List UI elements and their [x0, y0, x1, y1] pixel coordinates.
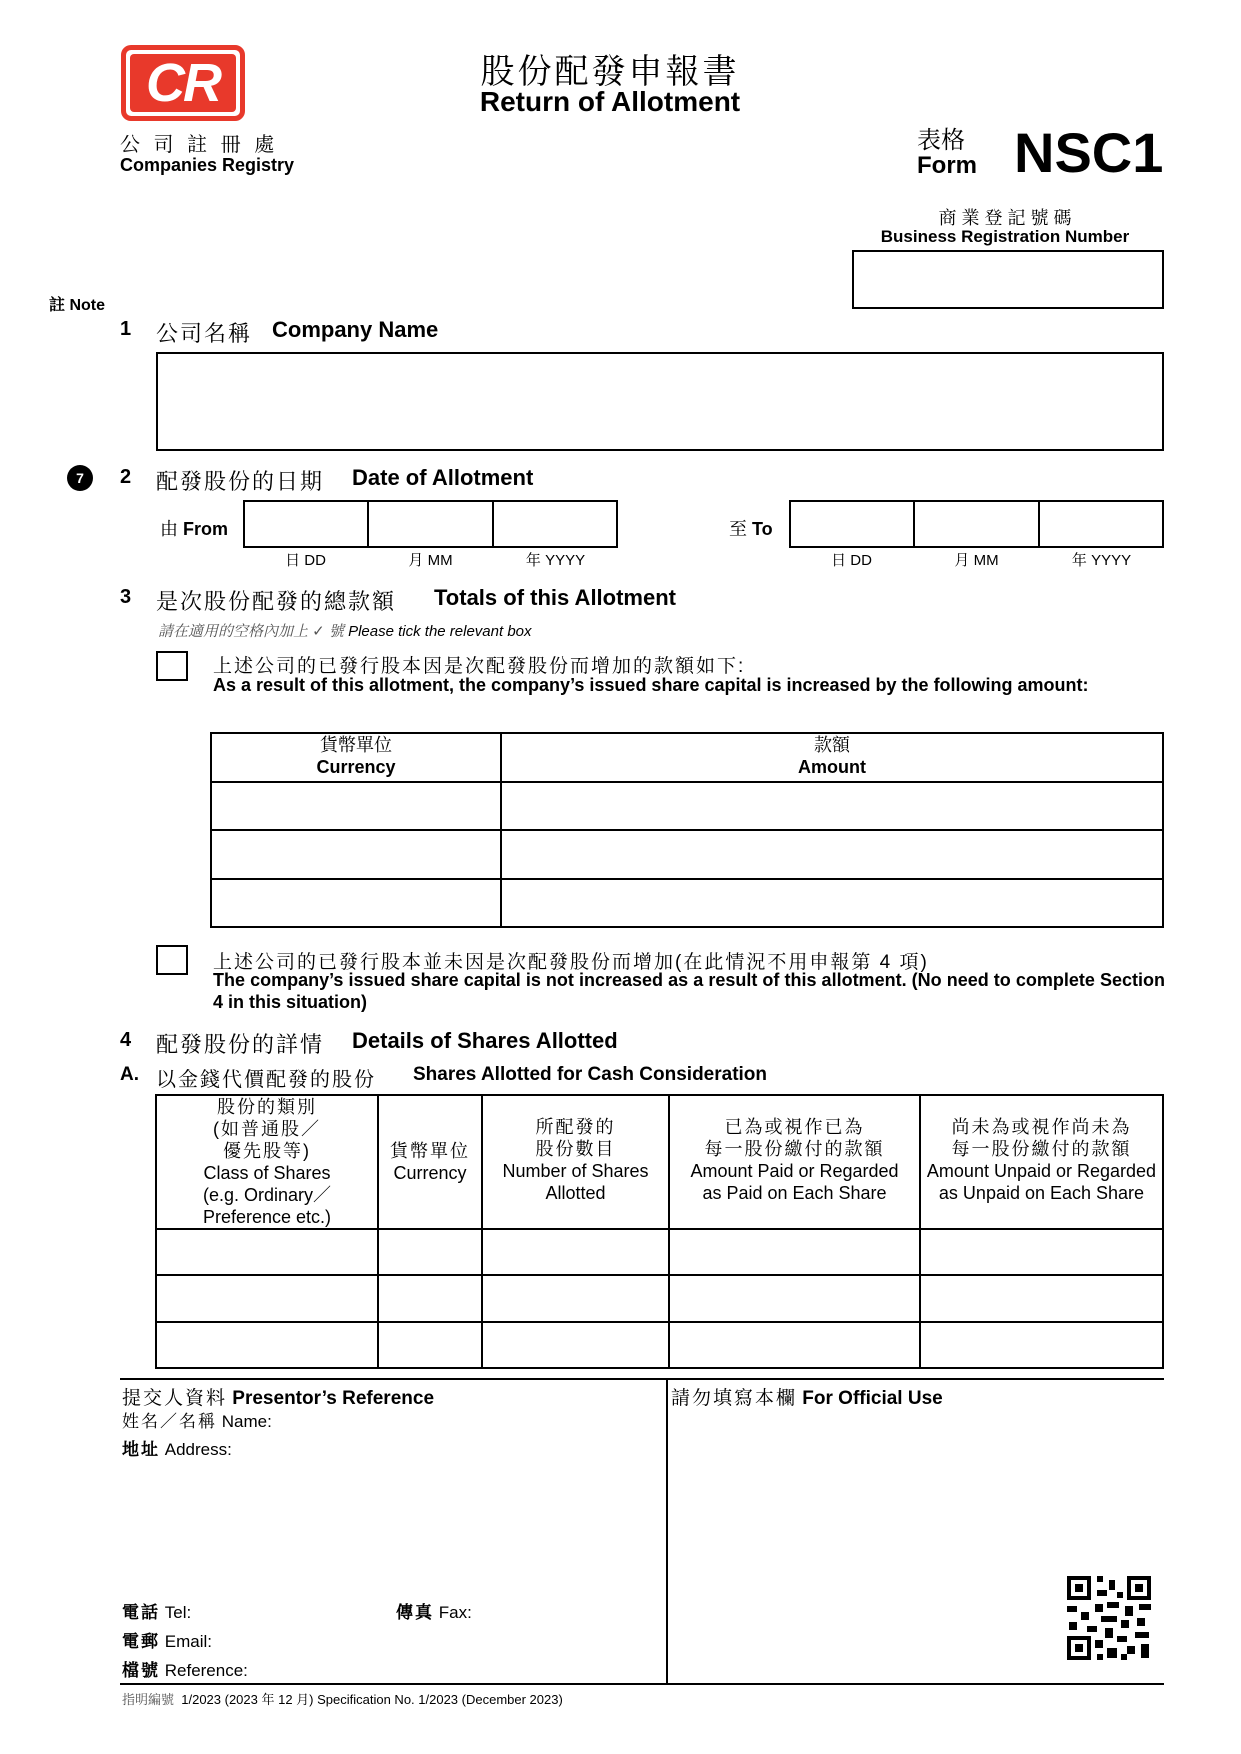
number-cell[interactable]	[482, 1229, 669, 1275]
from-label	[160, 515, 228, 541]
unpaid-header-en1: Amount Unpaid or Regarded	[926, 1161, 1157, 1181]
class-header-zh2: (如普通股／	[213, 1119, 321, 1139]
number-header-zh2: 股份數目	[535, 1139, 616, 1159]
class-of-shares-header	[156, 1095, 378, 1229]
currency-cell[interactable]	[211, 782, 501, 830]
number-header-en2: Allotted	[545, 1183, 606, 1203]
section1-number: 1	[120, 318, 132, 340]
to-dd-caption: 日 DD	[831, 552, 872, 569]
number-cell[interactable]	[482, 1275, 669, 1321]
section2-title-zh: 配發股份的日期	[156, 469, 325, 494]
table-row	[156, 1322, 1163, 1368]
section4-number: 4	[120, 1029, 132, 1051]
unpaid-header-zh1: 尚未為或視作尚未為	[951, 1117, 1132, 1137]
amount-paid-header	[669, 1095, 920, 1229]
to-label	[729, 515, 773, 541]
shares-currency-header-zh: 貨幣單位	[390, 1141, 470, 1161]
bottom-panel-bottom-rule	[120, 1683, 1164, 1685]
currency-cell[interactable]	[211, 830, 501, 878]
presenter-heading	[122, 1383, 434, 1410]
presenter-email-en: Email:	[164, 1632, 212, 1651]
currency-header-en: Currency	[316, 757, 396, 777]
presenter-address-field[interactable]	[122, 1435, 232, 1460]
number-cell[interactable]	[482, 1322, 669, 1368]
official-use-heading	[671, 1383, 943, 1410]
table-row	[156, 1229, 1163, 1275]
from-label-en: From	[183, 519, 229, 539]
section4a-title-en: Shares Allotted for Cash Consideration	[413, 1064, 768, 1085]
table-row	[211, 879, 1163, 927]
from-date-fields	[243, 500, 618, 548]
option2-text-en: The company’s issued share capital is not increased as a result of this allotment. (No need to complete Section 4 in this situation)	[213, 970, 1165, 1012]
presenter-heading-en: Presentor’s Reference	[232, 1388, 435, 1409]
section1-title-en: Company Name	[272, 317, 439, 342]
currency-header-zh: 貨幣單位	[320, 735, 392, 755]
paid-header-zh1: 已為或視作已為	[724, 1117, 865, 1137]
presenter-name-en: Name:	[221, 1412, 272, 1431]
unpaid-cell[interactable]	[920, 1229, 1163, 1275]
class-header-zh3: 優先股等)	[223, 1141, 311, 1161]
to-label-zh: 至	[729, 519, 747, 539]
class-cell[interactable]	[156, 1229, 378, 1275]
from-yyyy-caption: 年 YYYY	[525, 552, 586, 569]
registry-name-zh: 公 司 註 冊 處	[120, 134, 279, 156]
bottom-panel-divider	[666, 1378, 668, 1684]
number-header-en1: Number of Shares	[502, 1161, 649, 1181]
bottom-panel-top-rule	[120, 1378, 1164, 1380]
tick-instruction-zh: 請在適用的空格內加上 ✓ 號	[158, 623, 344, 640]
class-header-en2: (e.g. Ordinary／	[202, 1185, 332, 1205]
presenter-fax-field[interactable]	[396, 1598, 472, 1623]
paid-cell[interactable]	[669, 1322, 920, 1368]
section4a-letter: A.	[120, 1064, 139, 1085]
presenter-address-zh: 地址	[122, 1440, 160, 1459]
section3-number: 3	[120, 586, 132, 608]
option2-checkbox[interactable]	[156, 945, 188, 975]
to-month-input[interactable]	[914, 501, 1038, 547]
presenter-tel-en: Tel:	[164, 1603, 192, 1622]
option2-text-zh: 上述公司的已發行股本並未因是次配發股份而增加(在此情況不用申報第 4 項)	[213, 952, 929, 973]
increase-amount-table	[210, 732, 1164, 928]
table-row	[211, 830, 1163, 878]
class-cell[interactable]	[156, 1275, 378, 1321]
currency-cell[interactable]	[211, 879, 501, 927]
paid-cell[interactable]	[669, 1229, 920, 1275]
to-date-fields	[789, 500, 1164, 548]
section2-title-en: Date of Allotment	[352, 465, 534, 490]
amount-unpaid-header	[920, 1095, 1163, 1229]
section2-number: 2	[120, 466, 132, 488]
table-row	[211, 782, 1163, 830]
presenter-reference-zh: 檔號	[122, 1661, 160, 1680]
section4a-title-zh: 以金錢代價配發的股份	[156, 1069, 376, 1091]
unpaid-header-en2: as Unpaid on Each Share	[938, 1183, 1145, 1203]
from-month-input[interactable]	[368, 501, 492, 547]
logo	[121, 45, 245, 121]
presenter-name-zh: 姓名／名稱	[122, 1412, 217, 1431]
paid-cell[interactable]	[669, 1275, 920, 1321]
amount-cell[interactable]	[501, 782, 1163, 830]
presenter-tel-field[interactable]	[122, 1598, 191, 1623]
brn-label-en: Business Registration Number	[880, 227, 1130, 246]
paid-header-en1: Amount Paid or Regarded	[690, 1161, 899, 1181]
specification-footer	[122, 1689, 563, 1708]
brn-input[interactable]	[852, 250, 1164, 309]
unpaid-header-zh2: 每一股份繳付的款額	[951, 1139, 1132, 1159]
from-day-input[interactable]	[244, 501, 368, 547]
to-mm-caption: 月 MM	[954, 552, 999, 569]
logo-inner	[130, 54, 236, 112]
form-label-zh: 表格	[917, 127, 965, 154]
presenter-address-en: Address:	[164, 1440, 232, 1459]
official-use-en: For Official Use	[802, 1388, 943, 1409]
paid-header-zh2: 每一股份繳付的款額	[704, 1139, 885, 1159]
option1-text-zh: 上述公司的已發行股本因是次配發股份而增加的款額如下:	[213, 656, 746, 677]
official-use-zh: 請勿填寫本欄	[671, 1388, 798, 1409]
company-name-input[interactable]	[156, 352, 1164, 451]
unpaid-cell[interactable]	[920, 1275, 1163, 1321]
from-mm-caption: 月 MM	[408, 552, 453, 569]
presenter-fax-zh: 傳真	[396, 1603, 434, 1622]
specification-label-zh: 指明編號	[122, 1692, 175, 1707]
currency-header	[211, 733, 501, 782]
specification-text: 1/2023 (2023 年 12 月) Specification No. 1/2023 (December 2023)	[181, 1692, 563, 1707]
from-year-input[interactable]	[493, 501, 617, 547]
number-of-shares-header	[482, 1095, 669, 1229]
class-header-en1: Class of Shares	[203, 1163, 331, 1183]
form-code: NSC1	[1014, 121, 1164, 184]
tick-instruction	[158, 620, 532, 641]
amount-header-en: Amount	[798, 757, 866, 777]
section3-title-en: Totals of this Allotment	[434, 585, 676, 610]
presenter-email-zh: 電郵	[122, 1632, 160, 1651]
paid-header-en2: as Paid on Each Share	[702, 1183, 887, 1203]
tick-instruction-en: Please tick the relevant box	[348, 623, 532, 640]
class-header-zh1: 股份的類別	[217, 1097, 317, 1117]
presenter-reference-field[interactable]	[122, 1656, 248, 1681]
registry-name-en: Companies Registry	[120, 155, 295, 175]
qr-code-icon	[1065, 1574, 1153, 1662]
presenter-fax-en: Fax:	[438, 1603, 472, 1622]
amount-cell[interactable]	[501, 830, 1163, 878]
brn-label-zh: 商 業 登 記 號 碼	[938, 208, 1072, 228]
presenter-tel-zh: 電話	[122, 1603, 160, 1622]
shares-allotted-table	[155, 1094, 1164, 1369]
form-label-en: Form	[917, 152, 977, 179]
option1-text-en: As a result of this allotment, the company’s issued share capital is increased by the following amount:	[213, 675, 1089, 695]
number-header-zh1: 所配發的	[535, 1117, 616, 1137]
shares-currency-header-en: Currency	[393, 1163, 467, 1183]
logo-text: CR	[146, 53, 220, 113]
class-header-en3: Preference etc.)	[202, 1207, 332, 1227]
section4-title-zh: 配發股份的詳情	[156, 1032, 325, 1057]
table-row	[156, 1275, 1163, 1321]
shares-currency-header	[378, 1095, 482, 1229]
presenter-heading-zh: 提交人資料	[122, 1388, 228, 1409]
section3-title-zh: 是次股份配發的總款額	[156, 589, 397, 614]
amount-header-zh: 款額	[814, 735, 850, 755]
title-en: Return of Allotment	[479, 86, 741, 117]
class-cell[interactable]	[156, 1322, 378, 1368]
title-zh: 股份配發申報書	[480, 53, 740, 91]
currency-cell[interactable]	[378, 1229, 482, 1275]
to-yyyy-caption: 年 YYYY	[1071, 552, 1132, 569]
presenter-name-field[interactable]	[122, 1407, 272, 1432]
note-7-marker	[67, 465, 93, 491]
to-day-input[interactable]	[790, 501, 914, 547]
section1-title-zh: 公司名稱	[156, 321, 253, 346]
amount-cell[interactable]	[501, 879, 1163, 927]
presenter-email-field[interactable]	[122, 1627, 212, 1652]
note-label: 註 Note	[49, 297, 106, 314]
currency-cell[interactable]	[378, 1275, 482, 1321]
from-dd-caption: 日 DD	[285, 552, 326, 569]
note-7-number: 7	[76, 470, 84, 486]
section4-title-en: Details of Shares Allotted	[352, 1028, 618, 1053]
unpaid-cell[interactable]	[920, 1322, 1163, 1368]
to-year-input[interactable]	[1039, 501, 1163, 547]
amount-header	[501, 733, 1163, 782]
to-label-en: To	[752, 519, 773, 539]
currency-cell[interactable]	[378, 1322, 482, 1368]
presenter-reference-en: Reference:	[164, 1661, 248, 1680]
option1-checkbox[interactable]	[156, 651, 188, 681]
from-label-zh: 由	[160, 519, 178, 539]
